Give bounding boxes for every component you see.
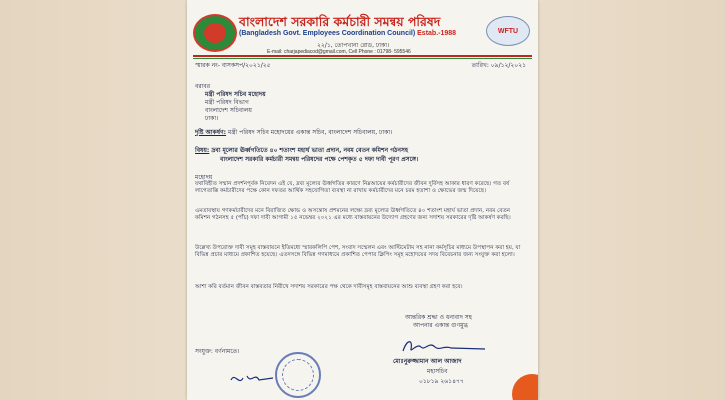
header-divider-secondary — [193, 58, 532, 59]
letter-date: তারিখ: ০৯/১২/২০২১ — [471, 62, 526, 69]
received-stamp — [275, 352, 321, 398]
attention-text: মন্ত্রী পরিষদ সচিব মহোদয়ের একান্ত সচিব, বাংলাদেশ সচিবালয়, ঢাকা। — [228, 129, 393, 136]
enclosure-note: সংযুক্ত: বর্ণনামতে। — [195, 348, 240, 355]
wftu-logo-text: WFTU — [497, 27, 519, 35]
closing-regards: আন্তরিক শ্রদ্ধা ও ধন্যবাদ সহ — [405, 314, 472, 321]
wftu-logo — [486, 16, 530, 46]
org-contact: E-mail: charjapediacod@gmail.com, Cell Phone : 01798- 595546 — [267, 49, 411, 55]
recipient-line-2: মন্ত্রী পরিষদ বিভাগ — [205, 99, 249, 106]
subject-line-2: বাংলাদেশ সরকারি কর্মচারী সমন্বয় পরিষদের পক্ষে পেশকৃত ৫ দফা দাবী পূরণ প্রসঙ্গে। — [220, 156, 419, 163]
body-paragraph-3: উল্লেখ্য উপরোক্ত দাবী সমূহ বাস্তবায়নে ইতিমধ্যে স্মারকলিপি পেশ, সংবাদ সম্মেলন এবং আল্টিমেটাম সহ নানা কর্মসূচির মাধ্যমে উপস্থাপন করা হয়, যা বিভিন্ন প্রচার মাধ্যমে প্রকাশিত হয়েছে। এতদসঙ্গে বিভিন্ন গণমাধ্যমে প্রকাশিত পেপার ক্লিপিং সমূহ মহোদয়ের সদয় বিবেচনার জন্য সংযুক্ত করা হলো। — [195, 245, 521, 259]
attention-line — [195, 127, 392, 138]
body-paragraph-2: এমতাবস্থায় গণকর্মচারীদের মনে বিরাজিত ক্ষোভ ও অসন্তোষ প্রশমনের লক্ষ্যে দ্রব্য মূল্যের ঊর্ধ্বগতিতে ৪০ শতাংশ মহার্ঘ ভাতা প্রদান, নবম বেতন কমিশন গঠনসহ ৫ (পাঁচ) দফা দাবী আগামী ১৫ নভেম্বর ২০২১ এর মধ্যে বাস্তবায়নের উদ্যোগ গ্রহণের জন্য সদাশয় সরকারের দৃষ্টি আকর্ষণ করছি। — [195, 208, 511, 222]
org-name-english-text: (Bangladesh Govt. Employees Coordination Council) — [239, 30, 416, 37]
salutation: মহোদয় — [195, 174, 213, 181]
org-name-english — [239, 30, 489, 37]
signatory-phone: ০১৮১৯ ২৬১৪৭৭ — [419, 378, 464, 385]
subject-text-1: দ্রব্য মূল্যের ঊর্ধ্বগতিতে ৪০ শতাংশ মহার্ঘ ভাতা প্রদান, নবম বেতন কমিশন গঠনসহ — [211, 147, 409, 154]
body-paragraph-1: যথাবিহীত সম্মান প্রদর্শনপূর্বক নিবেদন এই যে, দ্রব্য মূল্যের ঊর্ধ্বগতির কারণে নিম্নআয়ের কর্মচারীদের জীবন দুর্বিসহ আকার ধারণ করেছে। গত বর্ষ লাগেতাক্কি কর্মচারীদের পক্ষে কোন দফতর আর্থিক সহযোগিতা ব্যবস্থা না রাখায় কর্মচারীদের মনে চরম হতাশা ও ক্ষোভের জন্ম দিয়েছে। — [195, 181, 510, 195]
established-year: Estab.-1988 — [417, 30, 457, 37]
signatory-name: মোঃনুরুজ্জামান আল আজাদ — [393, 358, 462, 365]
handwritten-initials — [227, 366, 277, 390]
header-divider — [193, 55, 532, 57]
recipient-line-1: মন্ত্রী পরিষদ সচিব মহোদয় — [205, 91, 266, 98]
letter-page — [187, 0, 538, 400]
org-address: ২২/১, তোপখানা রোড, ঢাকা। — [317, 42, 390, 49]
subject-label: বিষয়: — [195, 147, 210, 154]
closing-yours: আপনার একান্ত গুণমুগ্ধ — [413, 322, 468, 329]
organization-logo — [193, 14, 237, 52]
signatory-title: মহাসচিব — [427, 368, 448, 375]
recipient-line-3: বাংলাদেশ সচিবালয় — [205, 107, 252, 114]
reference-number: স্মারক নং- বাসকসপ/২০২১/২৫ — [195, 62, 271, 69]
corner-badge — [512, 374, 538, 400]
recipient-to: বরাবর — [195, 83, 211, 90]
recipient-line-4: ঢাকা। — [205, 115, 219, 122]
signature — [399, 335, 489, 357]
attention-label: দৃষ্টি আকর্ষণ: — [195, 129, 227, 136]
org-name-bengali: বাংলাদেশ সরকারি কর্মচারী সমন্বয় পরিষদ — [239, 14, 441, 29]
body-paragraph-4: আশা করি বর্তমান জীবন বাস্তবতার নিরীখে সদাশয় সরকারের পক্ষ থেকে দাবীসমূহ বাস্তবায়নের আশু ব্যবস্থা গ্রহণ করা হবে। — [195, 284, 463, 290]
